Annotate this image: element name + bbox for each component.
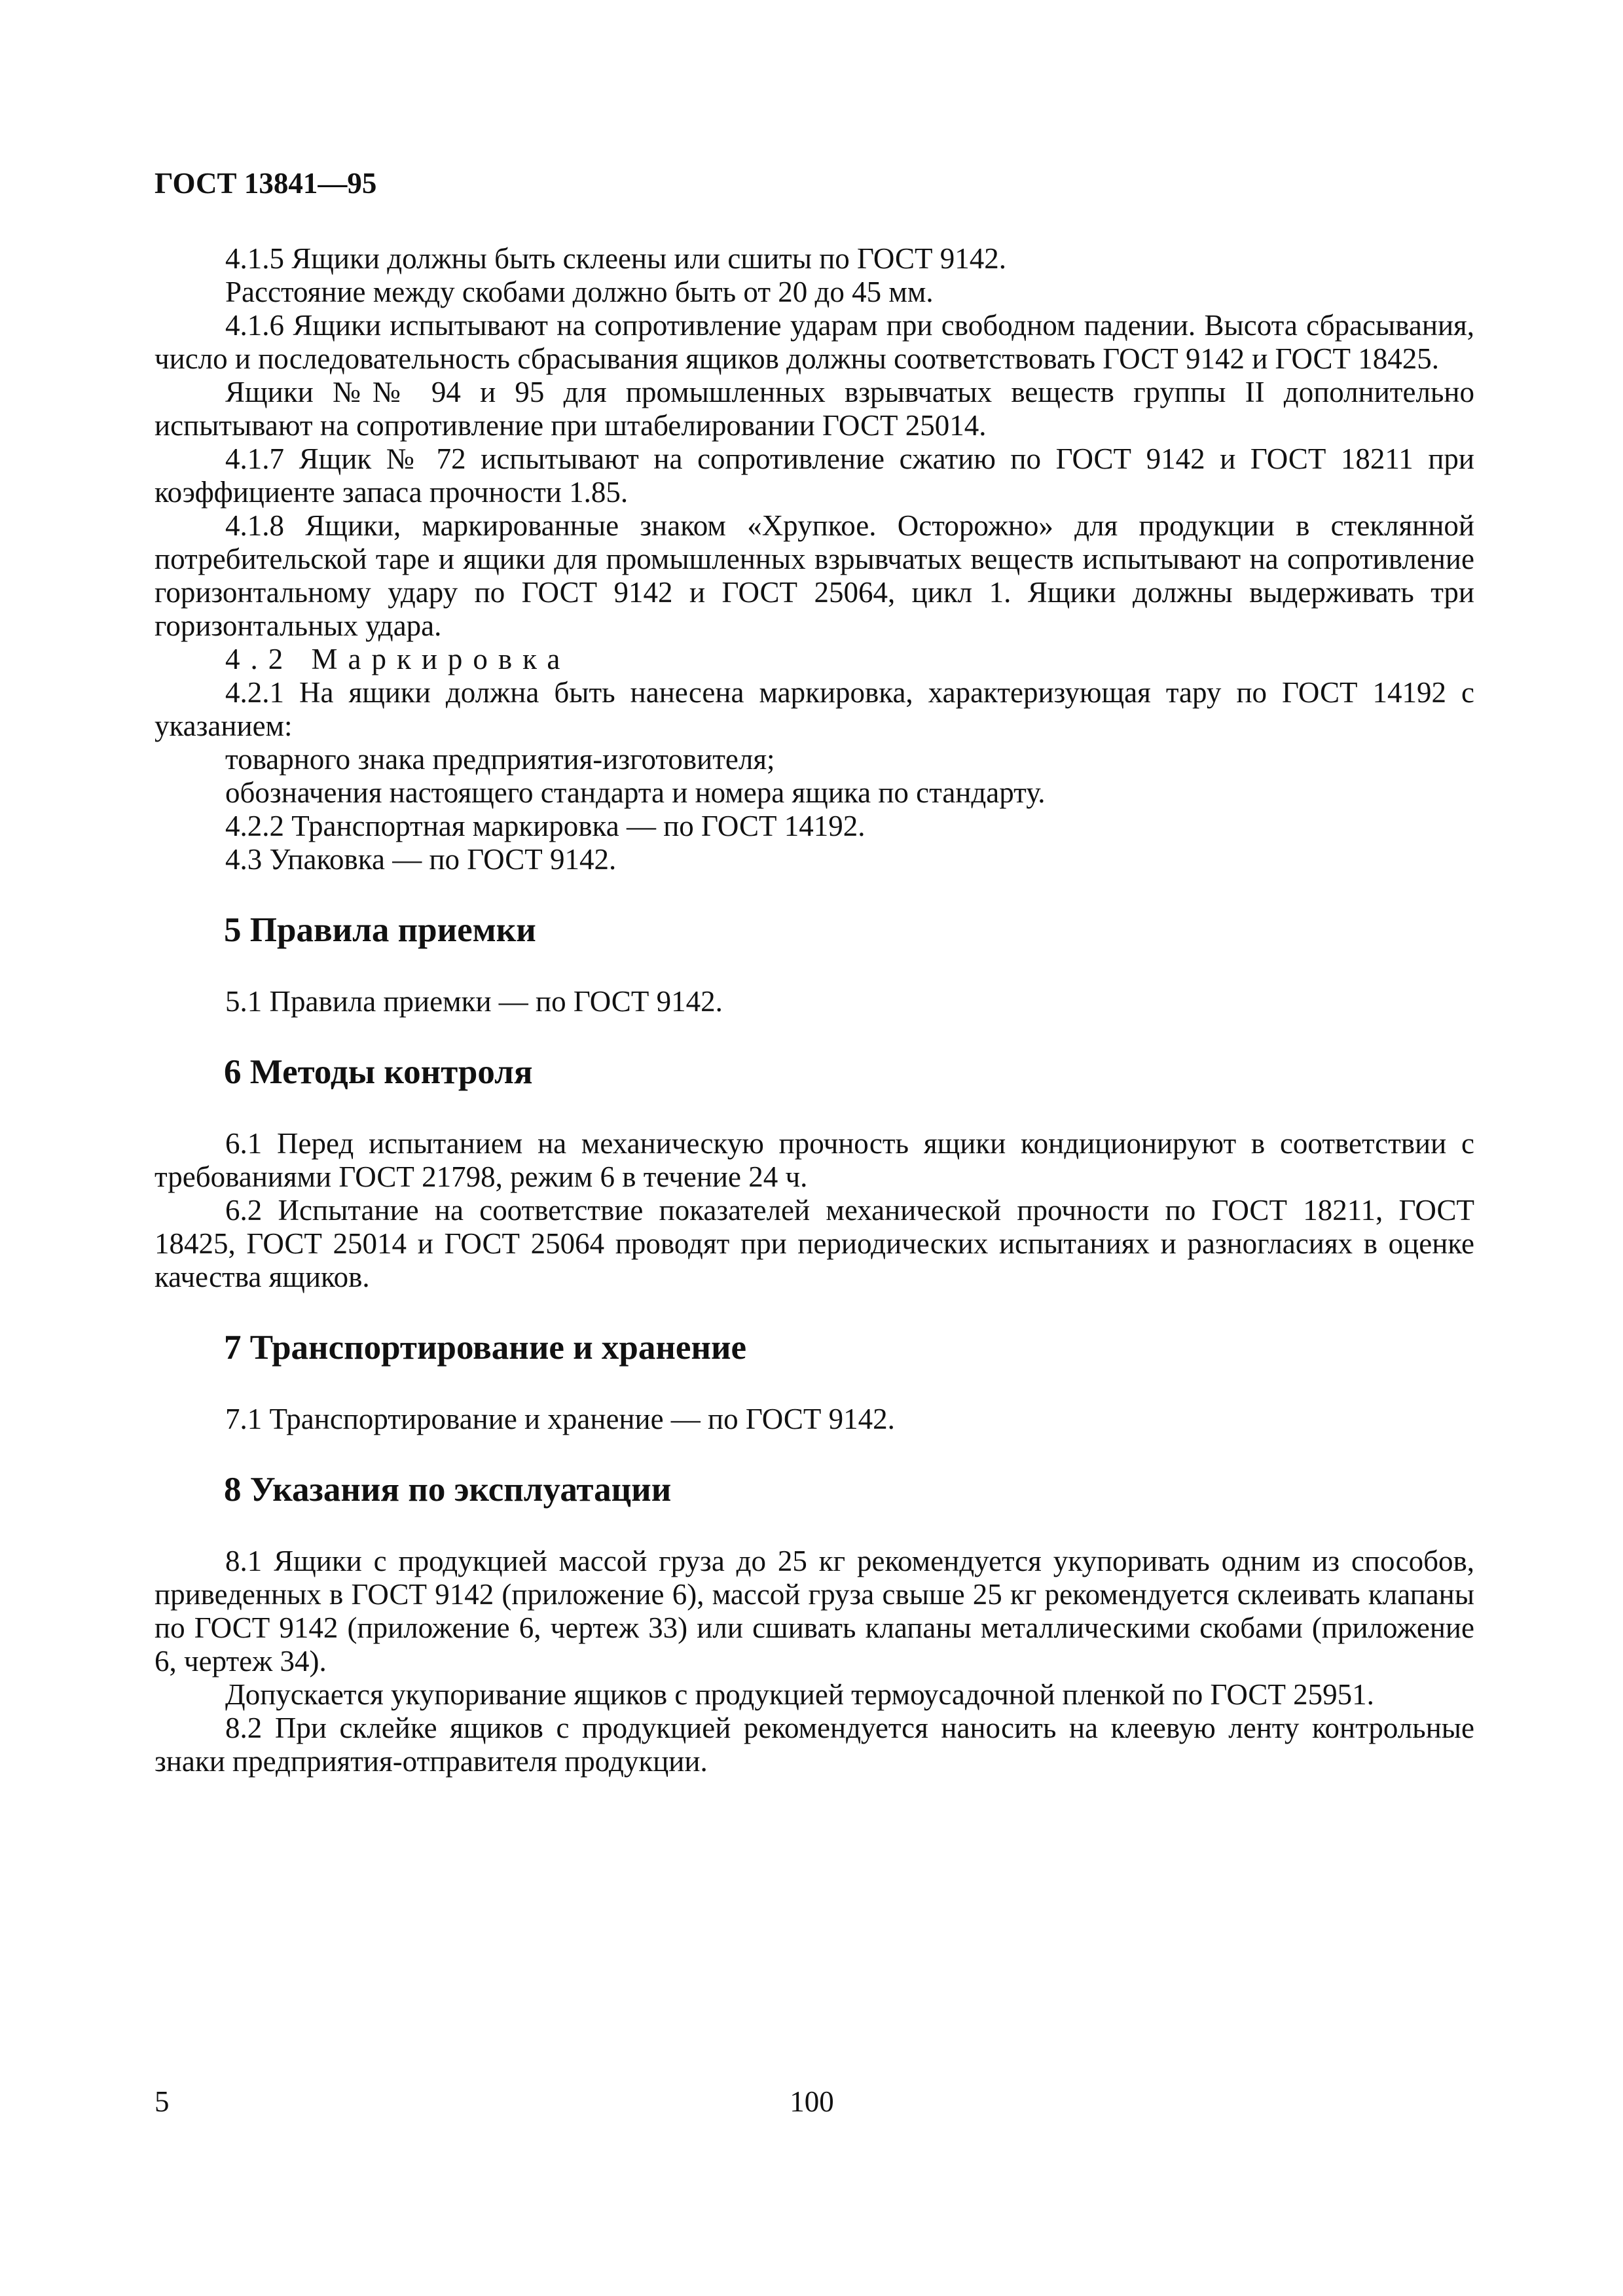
paragraph-8-2: 8.2 При склейке ящиков с продукцией рекомендуется наносить на клеевую ленту контрольные знаки предприятия-отправителя продукции.	[155, 1712, 1474, 1778]
paragraph-4-1-5-distance: Расстояние между скобами должно быть от 20 до 45 мм.	[225, 276, 934, 308]
paragraph-8-1: 8.1 Ящики с продукцией массой груза до 25 кг рекомендуется укупоривать одним из способов, приведенных в ГОСТ 9142 (приложение 6), массой груза свыше 25 кг рекомендуется склеивать клапаны по ГОСТ 9142 (приложение 6, чертеж 33) или сшивать клапаны металлическими скобами (приложение 6, чертеж 34).	[155, 1545, 1474, 1677]
footer-left-number: 5	[155, 2085, 170, 2118]
section-8-heading: 8 Указания по эксплуатации	[224, 1471, 672, 1509]
paragraph-7-1: 7.1 Транспортирование и хранение — по ГОСТ 9142.	[225, 1403, 895, 1435]
section-7-heading: 7 Транспортирование и хранение	[224, 1329, 747, 1367]
paragraph-6-2: 6.2 Испытание на соответствие показателей механической прочности по ГОСТ 18211, ГОСТ 18425, ГОСТ 25014 и ГОСТ 25064 проводят при периодических испытаниях и разногласиях в оценке качества ящиков.	[155, 1194, 1474, 1293]
paragraph-4-1-5: 4.1.5 Ящики должны быть склеены или сшиты по ГОСТ 9142.	[225, 242, 1006, 275]
paragraph-4-1-6-boxes: Ящики №№ 94 и 95 для промышленных взрывчатых веществ группы II дополнительно испытывают на сопротивление при штабелировании ГОСТ 25014.	[155, 376, 1474, 442]
list-item-standard-designation: обозначения настоящего стандарта и номера ящика по стандарту.	[225, 776, 1046, 809]
paragraph-4-3: 4.3 Упаковка — по ГОСТ 9142.	[225, 843, 617, 876]
page-number: 100	[790, 2085, 834, 2118]
paragraph-4-2-1: 4.2.1 На ящики должна быть нанесена маркировка, характеризующая тару по ГОСТ 14192 с указанием:	[155, 676, 1474, 742]
document-body	[155, 242, 1474, 1778]
paragraph-6-1: 6.1 Перед испытанием на механическую прочность ящики кондиционируют в соответствии с требованиями ГОСТ 21798, режим 6 в течение 24 ч.	[155, 1127, 1474, 1193]
subsection-4-2-title: 4.2 Маркировка	[225, 643, 571, 675]
paragraph-4-1-8: 4.1.8 Ящики, маркированные знаком «Хрупкое. Осторожно» для продукции в стеклянной потребительской таре и ящики для промышленных взрывчатых веществ испытывают на сопротивление горизонтальному удару по ГОСТ 9142 и ГОСТ 25064, цикл 1. Ящики должны выдерживать три горизонтальных удара.	[155, 509, 1474, 642]
section-6-heading: 6 Методы контроля	[224, 1053, 533, 1091]
section-5-heading: 5 Правила приемки	[224, 911, 536, 949]
paragraph-8-1-shrink-film: Допускается укупоривание ящиков с продукцией термоусадочной пленкой по ГОСТ 25951.	[225, 1678, 1374, 1711]
paragraph-4-2-2: 4.2.2 Транспортная маркировка — по ГОСТ 14192.	[225, 810, 866, 842]
list-item-trademark: товарного знака предприятия-изготовителя;	[225, 743, 775, 776]
paragraph-5-1: 5.1 Правила приемки — по ГОСТ 9142.	[225, 985, 723, 1018]
paragraph-4-1-7: 4.1.7 Ящик № 72 испытывают на сопротивление сжатию по ГОСТ 9142 и ГОСТ 18211 при коэффициенте запаса прочности 1.85.	[155, 442, 1474, 509]
paragraph-4-1-6: 4.1.6 Ящики испытывают на сопротивление ударам при свободном падении. Высота сбрасывания, число и последовательность сбрасывания ящиков должны соответствовать ГОСТ 9142 и ГОСТ 18425.	[155, 309, 1474, 375]
document-id-header: ГОСТ 13841—95	[155, 167, 377, 200]
